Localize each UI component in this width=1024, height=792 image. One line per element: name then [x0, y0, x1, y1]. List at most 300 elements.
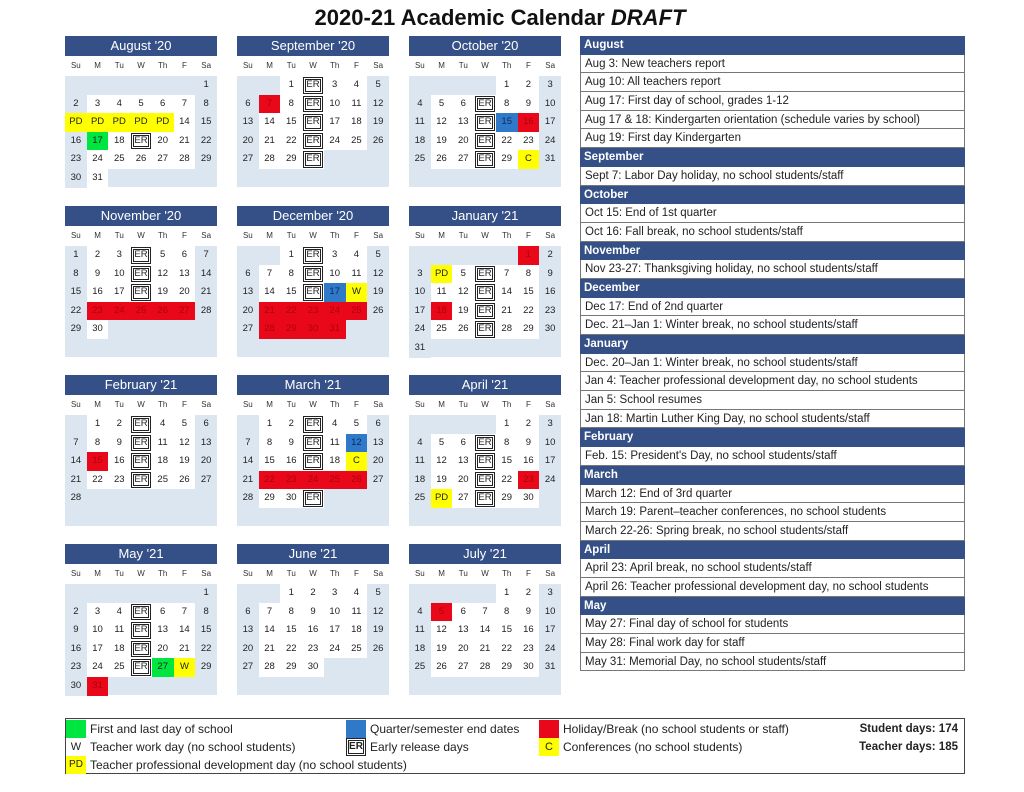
- day-cell: 9: [87, 265, 109, 284]
- day-cell: 7: [65, 434, 87, 453]
- legend-pd-label: Teacher professional development day (no school students): [90, 758, 407, 772]
- day-cell: 13: [452, 113, 474, 132]
- day-cell: 12: [431, 113, 453, 132]
- weekday-label: M: [94, 400, 101, 409]
- blank-cell: [431, 415, 453, 434]
- day-cell: 6: [237, 95, 259, 114]
- day-cell: 27: [195, 471, 217, 490]
- c-swatch: C: [539, 738, 559, 756]
- weekday-label: Su: [414, 231, 425, 240]
- blank-cell: [259, 584, 281, 603]
- day-cell: 8: [87, 434, 109, 453]
- weekday-label: Sa: [545, 61, 556, 70]
- weekday-label: W: [481, 61, 489, 70]
- weekday-label: Th: [502, 231, 512, 240]
- day-cell: 12: [367, 95, 389, 114]
- day-cell: 25: [152, 471, 174, 490]
- days-grid: [409, 415, 561, 508]
- day-cell: C: [518, 150, 540, 169]
- day-cell: PD: [65, 113, 87, 132]
- day-cell: 8: [65, 265, 87, 284]
- day-cell: 31: [87, 169, 109, 188]
- day-cell: 25: [346, 302, 368, 321]
- month-title: March '21: [237, 375, 389, 395]
- event-item: March 22-26: Spring break, no school students/staff: [580, 522, 965, 541]
- day-cell: 2: [65, 603, 87, 622]
- day-cell: 12: [431, 621, 453, 640]
- event-month-header: December: [580, 279, 965, 298]
- day-cell: 15: [87, 452, 109, 471]
- weekday-label: F: [181, 231, 187, 240]
- day-cell: 5: [431, 434, 453, 453]
- day-cell: 7: [496, 265, 518, 284]
- day-cell: ER: [302, 246, 324, 265]
- day-cell: 13: [237, 113, 259, 132]
- day-cell: 20: [237, 302, 259, 321]
- event-item: Jan 4: Teacher professional development day, no school students: [580, 372, 965, 391]
- day-cell: 8: [280, 95, 302, 114]
- weekday-label: M: [438, 400, 445, 409]
- blank-cell: [431, 584, 453, 603]
- day-cell: 27: [452, 150, 474, 169]
- day-cell: 22: [195, 640, 217, 659]
- day-cell: ER: [474, 302, 496, 321]
- day-cell: 30: [87, 320, 109, 339]
- day-cell: 2: [280, 415, 302, 434]
- weekday-label: W: [309, 569, 317, 578]
- weekday-label: F: [525, 400, 531, 409]
- day-cell: 6: [152, 95, 174, 114]
- day-cell: W: [174, 658, 196, 677]
- blank-cell: [130, 76, 152, 95]
- weekday-header: [65, 395, 217, 415]
- day-cell: 10: [539, 603, 561, 622]
- weekday-label: F: [181, 569, 187, 578]
- day-cell: 12: [452, 283, 474, 302]
- weekday-label: Th: [330, 400, 340, 409]
- day-cell: ER: [130, 415, 152, 434]
- day-cell: 25: [346, 640, 368, 659]
- day-cell: 21: [259, 302, 281, 321]
- day-cell: 17: [324, 283, 346, 302]
- day-cell: 21: [259, 132, 281, 151]
- day-cell: 26: [431, 658, 453, 677]
- day-cell: 2: [539, 246, 561, 265]
- day-cell: 9: [518, 434, 540, 453]
- day-cell: ER: [130, 434, 152, 453]
- day-cell: 15: [195, 621, 217, 640]
- day-cell: 23: [65, 150, 87, 169]
- weekday-label: M: [94, 569, 101, 578]
- month-6: [65, 375, 217, 526]
- weekday-header: [65, 226, 217, 246]
- day-cell: 21: [174, 640, 196, 659]
- day-cell: 1: [280, 584, 302, 603]
- month-2: [409, 36, 561, 187]
- blank-cell: [409, 76, 431, 95]
- day-cell: 2: [65, 95, 87, 114]
- event-item: April 26: Teacher professional development day, no school students: [580, 578, 965, 597]
- day-cell: 11: [409, 621, 431, 640]
- day-cell: 24: [539, 132, 561, 151]
- weekday-header: [65, 56, 217, 76]
- days-grid: [65, 415, 217, 508]
- day-cell: ER: [302, 132, 324, 151]
- day-cell: 22: [195, 132, 217, 151]
- blank-cell: [237, 584, 259, 603]
- legend-red-label: Holiday/Break (no school students or staff): [563, 722, 789, 736]
- day-cell: 4: [108, 603, 130, 622]
- day-cell: 14: [474, 621, 496, 640]
- day-cell: 18: [152, 452, 174, 471]
- day-cell: 14: [174, 621, 196, 640]
- weekday-label: M: [438, 569, 445, 578]
- blue-swatch: [346, 720, 366, 738]
- day-cell: 25: [409, 489, 431, 508]
- event-item: Aug 19: First day Kindergarten: [580, 129, 965, 148]
- day-cell: 18: [108, 640, 130, 659]
- day-cell: ER: [302, 265, 324, 284]
- day-cell: 15: [496, 452, 518, 471]
- blank-cell: [65, 76, 87, 95]
- day-cell: ER: [130, 603, 152, 622]
- event-item: Sept 7: Labor Day holiday, no school students/staff: [580, 167, 965, 186]
- day-cell: 11: [324, 434, 346, 453]
- day-cell: 22: [518, 302, 540, 321]
- days-grid: [409, 76, 561, 169]
- day-cell: 22: [280, 640, 302, 659]
- day-cell: 18: [409, 471, 431, 490]
- day-cell: 20: [367, 452, 389, 471]
- day-cell: 24: [302, 471, 324, 490]
- month-1: [237, 36, 389, 187]
- day-cell: 11: [346, 265, 368, 284]
- weekday-label: F: [353, 569, 359, 578]
- day-cell: 8: [259, 434, 281, 453]
- day-cell: 25: [324, 471, 346, 490]
- day-cell: 16: [108, 452, 130, 471]
- weekday-label: F: [353, 61, 359, 70]
- blank-cell: [87, 584, 109, 603]
- day-cell: 13: [237, 621, 259, 640]
- day-cell: 9: [65, 621, 87, 640]
- days-grid: [237, 246, 389, 339]
- day-cell: 23: [65, 658, 87, 677]
- day-cell: 1: [65, 246, 87, 265]
- day-cell: 28: [259, 658, 281, 677]
- month-title: September '20: [237, 36, 389, 56]
- day-cell: 4: [409, 434, 431, 453]
- calendar-grid: [65, 36, 560, 702]
- day-cell: 5: [431, 95, 453, 114]
- day-cell: 3: [324, 246, 346, 265]
- day-cell: 30: [302, 320, 324, 339]
- day-cell: 12: [174, 434, 196, 453]
- day-cell: W: [346, 283, 368, 302]
- day-cell: 15: [280, 113, 302, 132]
- day-cell: 5: [367, 584, 389, 603]
- weekday-header: [409, 564, 561, 584]
- day-cell: 29: [280, 658, 302, 677]
- day-cell: 20: [452, 640, 474, 659]
- weekday-label: Tu: [458, 61, 468, 70]
- day-cell: 4: [346, 76, 368, 95]
- day-cell: 31: [539, 150, 561, 169]
- day-cell: 17: [324, 621, 346, 640]
- weekday-label: F: [181, 400, 187, 409]
- day-cell: ER: [302, 434, 324, 453]
- day-cell: ER: [474, 452, 496, 471]
- day-cell: 29: [280, 150, 302, 169]
- weekday-label: Sa: [201, 61, 212, 70]
- day-cell: 11: [409, 452, 431, 471]
- event-item: May 31: Memorial Day, no school students/staff: [580, 653, 965, 672]
- weekday-header: [409, 395, 561, 415]
- day-cell: 27: [152, 658, 174, 677]
- event-month-header: January: [580, 335, 965, 354]
- day-cell: 9: [302, 603, 324, 622]
- day-cell: ER: [130, 471, 152, 490]
- day-cell: 13: [452, 452, 474, 471]
- day-cell: 22: [496, 132, 518, 151]
- weekday-header: [65, 564, 217, 584]
- month-title: July '21: [409, 544, 561, 564]
- day-cell: 22: [496, 640, 518, 659]
- weekday-label: Su: [70, 400, 81, 409]
- day-cell: 26: [367, 640, 389, 659]
- day-cell: ER: [474, 132, 496, 151]
- day-cell: 3: [409, 265, 431, 284]
- days-grid: [237, 584, 389, 677]
- day-cell: 19: [152, 283, 174, 302]
- day-cell: 10: [87, 621, 109, 640]
- blank-cell: [87, 76, 109, 95]
- day-cell: 13: [237, 283, 259, 302]
- day-cell: 26: [130, 150, 152, 169]
- day-cell: 29: [496, 489, 518, 508]
- day-cell: 15: [496, 621, 518, 640]
- weekday-label: Su: [70, 569, 81, 578]
- day-cell: 19: [367, 283, 389, 302]
- weekday-label: W: [137, 400, 145, 409]
- day-cell: 16: [539, 283, 561, 302]
- day-cell: 14: [174, 113, 196, 132]
- days-grid: [65, 246, 217, 339]
- weekday-label: Th: [330, 569, 340, 578]
- day-cell: 3: [324, 76, 346, 95]
- weekday-label: Tu: [286, 569, 296, 578]
- day-cell: 27: [152, 150, 174, 169]
- day-cell: ER: [302, 150, 324, 169]
- weekday-label: Th: [158, 61, 168, 70]
- day-cell: 12: [367, 265, 389, 284]
- day-cell: PD: [431, 265, 453, 284]
- event-item: Aug 3: New teachers report: [580, 55, 965, 74]
- day-cell: 24: [324, 640, 346, 659]
- days-grid: [409, 584, 561, 677]
- day-cell: 19: [174, 452, 196, 471]
- days-grid: [65, 76, 217, 188]
- day-cell: 8: [280, 603, 302, 622]
- blank-cell: [452, 76, 474, 95]
- day-cell: PD: [108, 113, 130, 132]
- month-7: [237, 375, 389, 526]
- weekday-label: Su: [242, 231, 253, 240]
- blank-cell: [474, 415, 496, 434]
- weekday-label: Th: [158, 400, 168, 409]
- weekday-label: Th: [158, 231, 168, 240]
- weekday-label: Sa: [545, 569, 556, 578]
- day-cell: 9: [108, 434, 130, 453]
- weekday-label: M: [438, 231, 445, 240]
- day-cell: 26: [367, 132, 389, 151]
- day-cell: 6: [152, 603, 174, 622]
- er-swatch: ER: [346, 738, 366, 756]
- day-cell: 6: [367, 415, 389, 434]
- day-cell: 17: [409, 302, 431, 321]
- event-item: March 12: End of 3rd quarter: [580, 485, 965, 504]
- month-title: May '21: [65, 544, 217, 564]
- weekday-label: F: [353, 231, 359, 240]
- day-cell: 20: [195, 452, 217, 471]
- blank-cell: [237, 415, 259, 434]
- day-cell: 25: [108, 658, 130, 677]
- weekday-label: F: [525, 569, 531, 578]
- day-cell: 22: [87, 471, 109, 490]
- weekday-label: Su: [242, 61, 253, 70]
- day-cell: 6: [237, 603, 259, 622]
- day-cell: 27: [237, 150, 259, 169]
- day-cell: 2: [108, 415, 130, 434]
- event-item: Dec. 21–Jan 1: Winter break, no school students/staff: [580, 316, 965, 335]
- event-item: Oct 16: Fall break, no school students/staff: [580, 223, 965, 242]
- day-cell: 22: [65, 302, 87, 321]
- month-title: June '21: [237, 544, 389, 564]
- day-cell: 4: [324, 415, 346, 434]
- day-cell: 28: [195, 302, 217, 321]
- weekday-label: W: [137, 569, 145, 578]
- teacher-days: Teacher days: 185: [859, 741, 958, 753]
- day-cell: 6: [452, 603, 474, 622]
- day-cell: 8: [280, 265, 302, 284]
- month-title: August '20: [65, 36, 217, 56]
- month-title: October '20: [409, 36, 561, 56]
- day-cell: 17: [539, 452, 561, 471]
- weekday-label: M: [266, 400, 273, 409]
- day-cell: 3: [539, 76, 561, 95]
- day-cell: 6: [452, 434, 474, 453]
- day-cell: 10: [409, 283, 431, 302]
- weekday-label: M: [438, 61, 445, 70]
- event-month-header: March: [580, 466, 965, 485]
- day-cell: ER: [302, 76, 324, 95]
- weekday-header: [237, 564, 389, 584]
- day-cell: 7: [259, 603, 281, 622]
- day-cell: 4: [346, 246, 368, 265]
- weekday-label: Sa: [545, 400, 556, 409]
- weekday-label: W: [137, 61, 145, 70]
- day-cell: 23: [280, 471, 302, 490]
- blank-cell: [474, 76, 496, 95]
- day-cell: 5: [152, 246, 174, 265]
- day-cell: 24: [108, 302, 130, 321]
- day-cell: 17: [539, 621, 561, 640]
- blank-cell: [152, 76, 174, 95]
- month-title: January '21: [409, 206, 561, 226]
- weekday-label: W: [309, 61, 317, 70]
- day-cell: 14: [259, 621, 281, 640]
- day-cell: C: [346, 452, 368, 471]
- weekday-label: M: [266, 61, 273, 70]
- day-cell: 23: [302, 640, 324, 659]
- day-cell: 3: [324, 584, 346, 603]
- day-cell: 3: [87, 603, 109, 622]
- weekday-header: [237, 56, 389, 76]
- day-cell: 11: [409, 113, 431, 132]
- day-cell: 23: [518, 132, 540, 151]
- day-cell: 6: [452, 95, 474, 114]
- day-cell: 29: [496, 150, 518, 169]
- day-cell: ER: [302, 489, 324, 508]
- day-cell: 5: [367, 246, 389, 265]
- day-cell: ER: [130, 132, 152, 151]
- day-cell: 23: [539, 302, 561, 321]
- day-cell: 22: [259, 471, 281, 490]
- day-cell: 3: [108, 246, 130, 265]
- day-cell: 24: [324, 132, 346, 151]
- event-item: Jan 18: Martin Luther King Day, no school students/staff: [580, 410, 965, 429]
- day-cell: ER: [302, 452, 324, 471]
- day-cell: 18: [409, 132, 431, 151]
- day-cell: 31: [324, 320, 346, 339]
- day-cell: 12: [367, 603, 389, 622]
- day-cell: 30: [302, 658, 324, 677]
- blank-cell: [431, 246, 453, 265]
- event-month-header: February: [580, 428, 965, 447]
- day-cell: 1: [195, 584, 217, 603]
- weekday-label: F: [181, 61, 187, 70]
- day-cell: 10: [324, 603, 346, 622]
- day-cell: 1: [280, 246, 302, 265]
- day-cell: 11: [152, 434, 174, 453]
- day-cell: 24: [409, 320, 431, 339]
- day-cell: 12: [431, 452, 453, 471]
- day-cell: 5: [431, 603, 453, 622]
- month-title: February '21: [65, 375, 217, 395]
- day-cell: 13: [152, 621, 174, 640]
- day-cell: 21: [259, 640, 281, 659]
- weekday-label: Tu: [286, 400, 296, 409]
- weekday-label: Sa: [545, 231, 556, 240]
- blank-cell: [409, 415, 431, 434]
- legend-c-label: Conferences (no school students): [563, 740, 743, 754]
- day-cell: 27: [452, 489, 474, 508]
- day-cell: 14: [496, 283, 518, 302]
- day-cell: 17: [87, 640, 109, 659]
- day-cell: 14: [237, 452, 259, 471]
- student-days: Student days: 174: [859, 723, 958, 735]
- day-cell: 1: [280, 76, 302, 95]
- day-cell: 23: [518, 640, 540, 659]
- event-item: Aug 10: All teachers report: [580, 73, 965, 92]
- day-cell: PD: [152, 113, 174, 132]
- day-cell: 4: [152, 415, 174, 434]
- day-cell: ER: [474, 320, 496, 339]
- day-cell: 8: [496, 95, 518, 114]
- weekday-label: Sa: [373, 231, 384, 240]
- day-cell: 16: [65, 640, 87, 659]
- day-cell: 6: [237, 265, 259, 284]
